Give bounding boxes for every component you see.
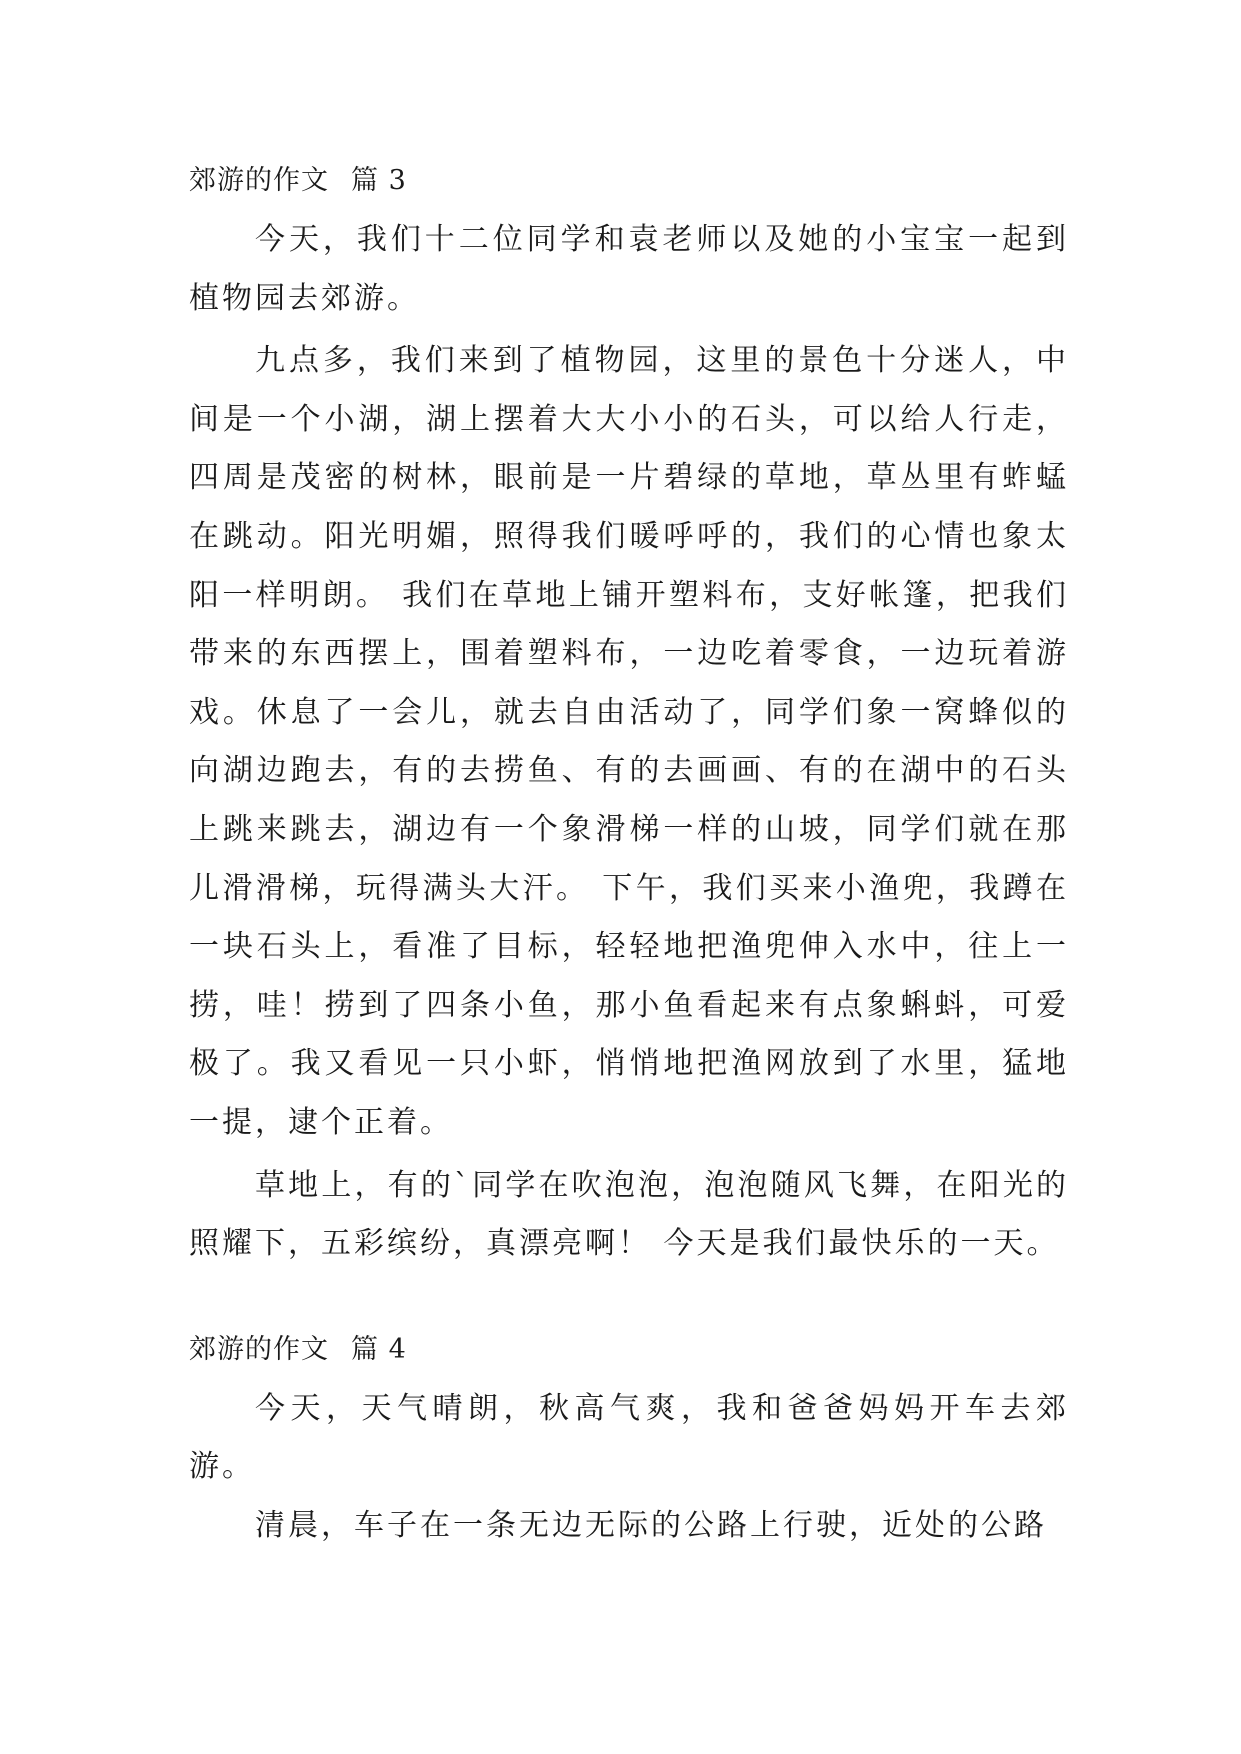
- document-page: [189, 163, 1069, 1555]
- paragraph: 清晨，车子在一条无边无际的公路上行驶，近处的公路: [255, 1507, 1047, 1543]
- paragraph: 今天，我们十二位同学和袁老师以及她的小宝宝一起到植物园去郊游。: [189, 222, 1069, 316]
- heading-title: 郊游的作文: [189, 165, 329, 196]
- essay-section-3: [189, 163, 1069, 1274]
- essay-section-4: [189, 1332, 1069, 1556]
- heading-part: 篇 4: [351, 1333, 407, 1365]
- heading-title: 郊游的作文: [189, 1333, 329, 1365]
- section-heading: [189, 1332, 1069, 1368]
- paragraph: 草地上，有的`同学在吹泡泡，泡泡随风飞舞，在阳光的照耀下，五彩缤纷，真漂亮啊！ 今天是我们最快乐的一天。: [189, 1167, 1069, 1262]
- paragraph: 今天，天气晴朗，秋高气爽，我和爸爸妈妈开车去郊游。: [189, 1390, 1069, 1485]
- heading-part: 篇 3: [351, 165, 407, 196]
- paragraph: 九点多，我们来到了植物园，这里的景色十分迷人，中间是一个小湖，湖上摆着大大小小的石头，可以给人行走，四周是茂密的树林，眼前是一片碧绿的草地，草丛里有蚱蜢在跳动。阳光明媚，照得我们暖呼呼的，我们的心情也象太阳一样明朗。 我们在草地上铺开塑料布，支好帐篷，把我们带来的东西摆上，围着塑料布，一边吃着零食，一边玩着游戏。休息了一会儿，就去自由活动了，同学们象一窝蜂似的向湖边跑去，有的去捞鱼、有的去画画、有的在湖中的石头上跳来跳去，湖边有一个象滑梯一样的山坡，同学们就在那儿滑滑梯，玩得满头大汗。 下午，我们买来小渔兜，我蹲在一块石头上，看准了目标，轻轻地把渔兜伸入水中，往上一捞，哇！捞到了四条小鱼，那小鱼看起来有点象蝌蚪，可爱极了。我又看见一只小虾，悄悄地把渔网放到了水里，猛地一提，逮个正着。: [189, 343, 1069, 1140]
- section-heading: [189, 163, 1069, 199]
